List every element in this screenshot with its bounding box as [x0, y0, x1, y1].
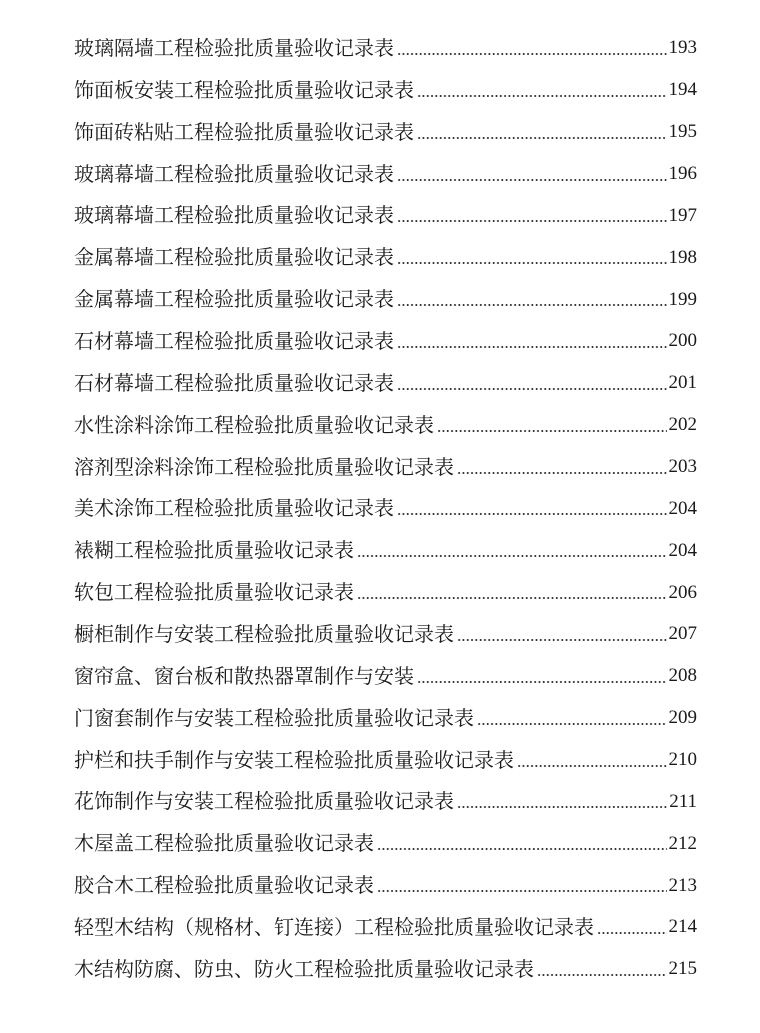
toc-entry-title: 溶剂型涂料涂饰工程检验批质量验收记录表 [74, 454, 454, 479]
toc-entry [74, 739, 697, 781]
toc-entry [74, 948, 697, 990]
dot-leader [397, 331, 667, 351]
toc-entry [74, 69, 697, 111]
dot-leader [417, 122, 667, 142]
toc-entry [74, 278, 697, 320]
toc-entry-title: 饰面砖粘贴工程检验批质量验收记录表 [74, 119, 414, 144]
toc-entry-page-number: 199 [668, 288, 697, 310]
dot-leader [397, 498, 667, 518]
toc-entry [74, 487, 697, 529]
dot-leader [397, 289, 667, 309]
toc-entry-page-number: 202 [668, 414, 697, 436]
toc-entry-title: 轻型木结构（规格材、钉连接）工程检验批质量验收记录表 [74, 914, 594, 939]
toc-entry-title: 石材幕墙工程检验批质量验收记录表 [74, 328, 394, 353]
toc-entry-page-number: 204 [668, 539, 697, 561]
toc-entry [74, 446, 697, 488]
dot-leader [377, 833, 667, 853]
toc-entry-page-number: 200 [668, 330, 697, 352]
toc-entry-page-number: 196 [668, 163, 697, 184]
toc-entry-page-number: 208 [668, 665, 697, 687]
toc-entry-page-number: 207 [668, 623, 697, 645]
toc-entry-title: 玻璃幕墙工程检验批质量验收记录表 [74, 161, 394, 186]
toc-entry-page-number: 209 [668, 707, 697, 729]
dot-leader [397, 164, 667, 184]
toc-entry-page-number: 198 [668, 246, 697, 268]
toc-entry-page-number: 194 [668, 79, 697, 101]
toc-entry [74, 153, 697, 195]
toc-entry-title: 水性涂料涂饰工程检验批质量验收记录表 [74, 412, 434, 437]
toc-entry-title: 木结构防腐、防虫、防火工程检验批质量验收记录表 [74, 956, 534, 981]
toc-entry [74, 236, 697, 278]
toc-entry [74, 613, 697, 655]
toc-entry-title: 石材幕墙工程检验批质量验收记录表 [74, 370, 394, 395]
toc-entry [74, 111, 697, 153]
toc-entry-title: 门窗套制作与安装工程检验批质量验收记录表 [74, 705, 474, 730]
toc-entry-page-number: 214 [668, 916, 697, 938]
toc-entry-page-number: 215 [668, 958, 697, 980]
toc-entry [74, 655, 697, 697]
toc-entry-page-number: 213 [668, 874, 697, 896]
toc-entry [74, 362, 697, 404]
dot-leader [397, 205, 667, 225]
toc-entry-title: 胶合木工程检验批质量验收记录表 [74, 873, 374, 898]
toc-entry-title: 玻璃幕墙工程检验批质量验收记录表 [74, 203, 394, 228]
dot-leader [457, 624, 667, 644]
toc-entry [74, 822, 697, 864]
toc-list [74, 27, 697, 990]
toc-entry [74, 906, 697, 948]
dot-leader [517, 750, 667, 770]
toc-entry [74, 194, 697, 236]
toc-entry-title: 玻璃隔墙工程检验批质量验收记录表 [74, 35, 394, 60]
toc-entry-title: 花饰制作与安装工程检验批质量验收记录表 [74, 789, 454, 814]
dot-leader [457, 791, 667, 811]
dot-leader [357, 540, 667, 560]
toc-entry-title: 橱柜制作与安装工程检验批质量验收记录表 [74, 621, 454, 646]
toc-entry-page-number: 195 [668, 121, 697, 143]
toc-entry-page-number: 211 [669, 790, 697, 812]
dot-leader [377, 875, 667, 895]
toc-entry-page-number: 197 [668, 204, 697, 226]
dot-leader [397, 373, 667, 393]
dot-leader [437, 415, 667, 435]
toc-entry-title: 饰面板安装工程检验批质量验收记录表 [74, 77, 414, 102]
toc-entry-title: 窗帘盒、窗台板和散热器罩制作与安装 [74, 663, 414, 688]
toc-entry [74, 320, 697, 362]
toc-entry-page-number: 206 [668, 581, 697, 603]
dot-leader [477, 708, 667, 728]
dot-leader [397, 247, 667, 267]
dot-leader [457, 457, 667, 477]
dot-leader [397, 38, 667, 58]
toc-entry-page-number: 210 [668, 749, 697, 771]
toc-entry [74, 404, 697, 446]
toc-entry-page-number: 204 [668, 497, 697, 519]
dot-leader [537, 959, 667, 979]
toc-entry [74, 864, 697, 906]
toc-entry-title: 美术涂饰工程检验批质量验收记录表 [74, 496, 394, 521]
toc-entry-title: 软包工程检验批质量验收记录表 [74, 580, 354, 605]
toc-entry [74, 780, 697, 822]
toc-entry-title: 裱糊工程检验批质量验收记录表 [74, 538, 354, 563]
toc-entry [74, 697, 697, 739]
toc-entry [74, 529, 697, 571]
dot-leader [417, 666, 667, 686]
toc-entry-title: 护栏和扶手制作与安装工程检验批质量验收记录表 [74, 747, 514, 772]
dot-leader [357, 582, 667, 602]
toc-entry-page-number: 212 [668, 832, 697, 854]
toc-entry [74, 27, 697, 69]
dot-leader [417, 80, 667, 100]
toc-entry-page-number: 203 [668, 456, 697, 478]
toc-entry [74, 571, 697, 613]
toc-entry-title: 金属幕墙工程检验批质量验收记录表 [74, 287, 394, 312]
toc-entry-page-number: 201 [668, 372, 697, 394]
toc-entry-page-number: 193 [668, 37, 697, 59]
toc-entry-title: 金属幕墙工程检验批质量验收记录表 [74, 245, 394, 270]
toc-entry-title: 木屋盖工程检验批质量验收记录表 [74, 831, 374, 856]
dot-leader [597, 917, 667, 937]
